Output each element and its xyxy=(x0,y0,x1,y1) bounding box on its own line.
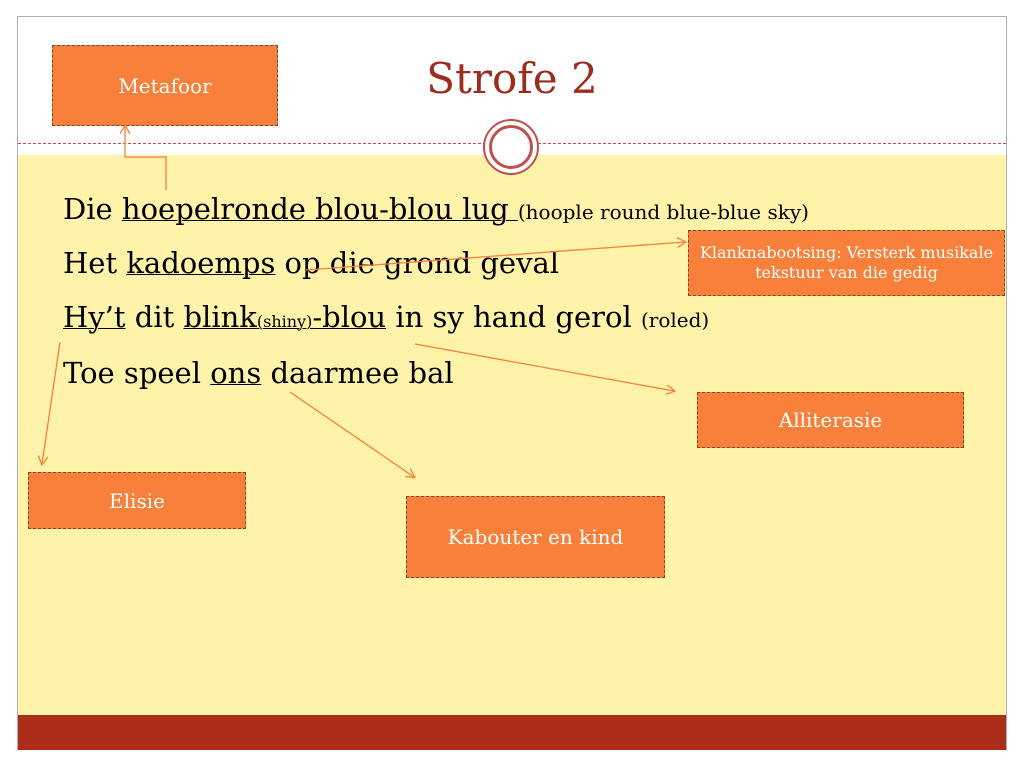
poem-line-3-translation: (roled) xyxy=(640,308,710,332)
poem-line-2-underlined: kadoemps xyxy=(126,246,276,280)
poem-line-4-underlined: ons xyxy=(210,356,262,390)
poem-line-4-rest: daarmee bal xyxy=(261,356,454,390)
annotation-metafoor: Metafoor xyxy=(52,45,278,126)
arrow-to-elisie xyxy=(42,342,60,464)
poem-line-1-word: Die xyxy=(63,192,122,226)
poem-line-3-blou: -blou xyxy=(312,300,387,334)
annotation-elisie: Elisie xyxy=(28,472,246,529)
poem-line-3-blink: blink xyxy=(183,300,257,334)
slide-title: Strofe 2 xyxy=(426,54,598,103)
poem-line-4-word: Toe speel xyxy=(63,356,211,390)
arrow-to-klanknabootsing xyxy=(306,242,685,270)
poem-line-2-word: Het xyxy=(63,246,127,280)
poem-line-1-translation: (hoople round blue-blue sky) xyxy=(517,200,809,224)
arrow-to-metafoor xyxy=(125,126,166,190)
poem-line-1-underlined: hoepelronde blou-blou lug xyxy=(121,192,518,226)
poem-line-2-rest: op die grond geval xyxy=(275,246,560,280)
arrow-to-kabouter xyxy=(290,392,414,477)
poem-line-3-shiny: (shiny) xyxy=(256,312,313,331)
poem-line-3-mid: dit xyxy=(125,300,184,334)
poem-line-3-rest: in sy hand gerol xyxy=(386,300,641,334)
annotation-kabouter: Kabouter en kind xyxy=(406,496,665,578)
poem-line-3-underlined-1: Hy’t xyxy=(63,300,126,334)
arrow-to-alliterasie xyxy=(415,344,674,391)
annotation-klanknabootsing: Klanknabootsing: Versterk musikale tekstuur van die gedig xyxy=(688,230,1005,296)
annotation-alliterasie: Alliterasie xyxy=(697,392,964,448)
